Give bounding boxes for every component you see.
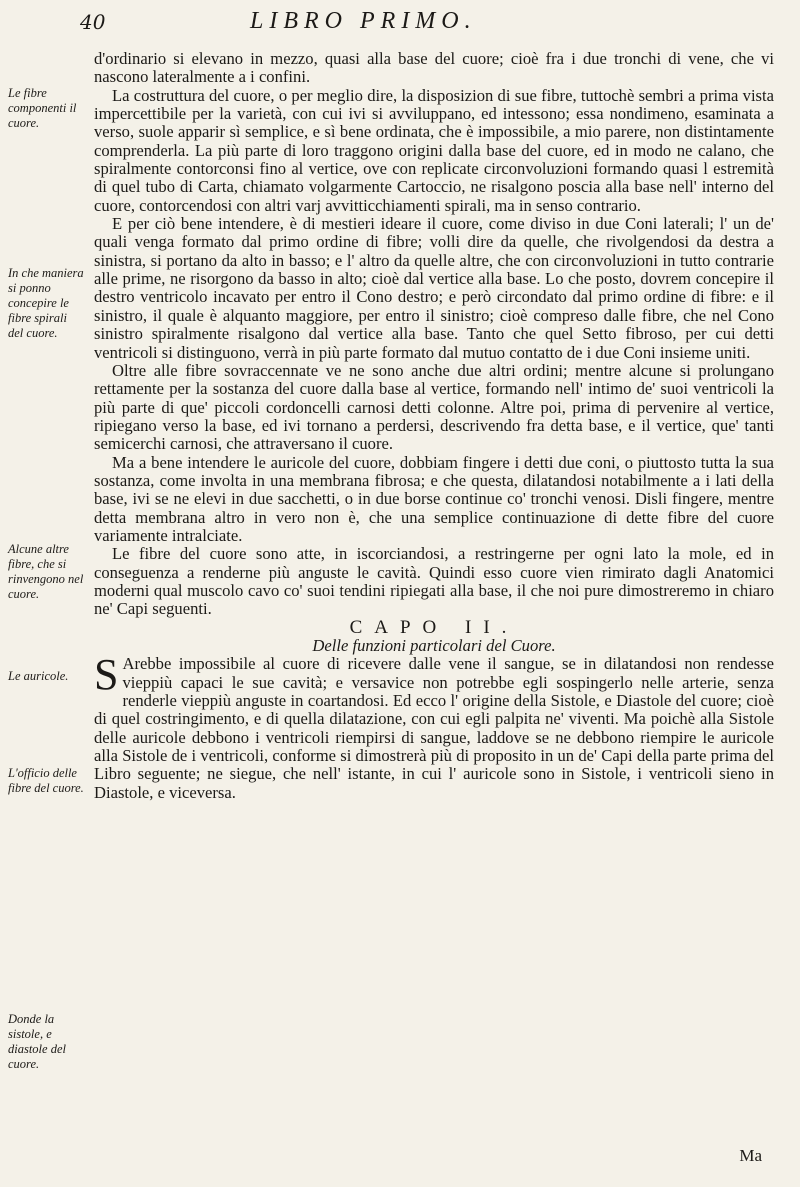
- paragraph: La costruttura del cuore, o per meglio dire, la disposizion di sue fibre, tuttochè sembri a prima vista impercettibile per la varietà, con cui ivi si avviluppano, ed intessono; essa nondimeno, esaminata a verso, suole apparir sì semplice, e sì bene ordinata, che è impossibile, a mio parere, non distintamente comprenderla. La più parte di loro traggono origini dalla base del cuore, ed in modo ne calano, che spiralmente contorconsi fino al vertice, ove con replicate circonvoluzioni formando quasi l estremità di quel tubo di Carta, chiamato volgarmente Cartoccio, ne risalgono poscia alla base nell' interno del cuore, contorcendosi con altri varj avvitticchiamenti spirali, ma in senso contrario.: [94, 85, 774, 215]
- margin-note: In che maniera si ponno concepire le fibre spirali del cuore.: [8, 266, 84, 340]
- chapter-paragraph-text: Arebbe impossibile al cuore di ricevere dalle vene il sangue, se in dilatandosi non rendesse vieppiù capaci le sue cavità; e versavice non potrebbe egli sospingerlo nelle arterie, senza renderle vieppiù anguste in coartandosi. Ed ecco l' origine della Sistole, e Diastole del cuore; cioè di quel costringimento, e di quella dilatazione, con cui egli palpita ne' viventi. Ma poichè alla Sistole delle auricole debbono i ventricoli riempirsi di sangue, laddove se ne debbono riempire le auricole alla Sistole de i ventricoli, conforme si dimostrerà più di proposito in un de' Capi della parte prima del Libro seguente; ne siegue, che nell' istante, in cui l' auricole sono in Sistole, i ventricoli sieno in Diastole, e viceversa.: [94, 654, 774, 802]
- margin-note: Alcune altre fibre, che si rinvengono nel cuore.: [8, 542, 84, 601]
- page-header: [80, 8, 740, 40]
- catchword: Ma: [739, 1146, 762, 1165]
- drop-cap: S: [94, 650, 119, 700]
- paragraph: Le fibre del cuore sono atte, in iscorciandosi, a restringerne per ogni lato la mole, ed in conseguenza a renderne più anguste le cavità. Quindi esso cuore vien rimirato dagli Anatomici moderni qual muscolo cavo co' suoi tendini ripiegati alla base, il che noi pure dimostreremo in chiaro ne' Capi seguenti.: [94, 544, 774, 619]
- body-text: [94, 50, 774, 802]
- paragraph: E per ciò bene intendere, è di mestieri ideare il cuore, come diviso in due Coni laterali; l' un de' quali venga formato dal primo ordine di fibre; volli dire da quelle, che rivolgendosi da destra a sinistra, si portano da alto in basso; e l' altro da quelle altre, che con circonvoluzioni in tutto contrarie alle prime, ne risorgono da basso in alto; cioè dal vertice alla base. Lo che posto, dovrem concepire il destro ventricolo incavato per entro il Cono destro; e però circondato dal primo ordine di fibre: e il sinistro, il quale è alquanto maggiore, per entro il sinistro; cioè compreso dalle fibre, che nel Cono sinistro spiralmente risalgono dal vertice alla base. Tanto che quel Setto fibroso, per cui detti ventricoli si distinguono, verrà in più parte formato dal mutuo contatto de i due Coni insieme uniti.: [94, 214, 774, 362]
- paragraph: Ma a bene intendere le auricole del cuore, dobbiam fingere i detti due coni, o piuttosto tutta la sua sostanza, come involta in una membrana fibrosa; e che questa, dilatandosi notabilmente a i lati della base, ivi se ne elevi in due sacchetti, o in due borse continue co' tronchi venosi. Disli fingere, mentre detta membrana altro in vero non è, che una semplice continuazione di dette fibre del cuore variamente intralciate.: [94, 452, 774, 545]
- chapter-subtitle: Delle funzioni particolari del Cuore.: [312, 636, 556, 655]
- margin-note: Le auricole.: [8, 669, 69, 683]
- paragraph: Oltre alle fibre sovraccennate ve ne sono anche due altri ordini; mentre alcune si prolungano rettamente per la sostanza del cuore dalla base al vertice, formando nell' intimo de' suoi ventricoli la più parte di que' piccoli cordoncelli carnosi detti colonne. Altre poi, prima di pervenire al vertice, ripiegano verso la base, ed ivi tornano a perdersi, descrivendo fra detta base, e il vertice, que' tanti semicerchi carnosi, che attraversano il cuore.: [94, 360, 774, 454]
- margin-note: L'officio delle fibre del cuore.: [8, 766, 84, 795]
- paragraph: d'ordinario si elevano in mezzo, quasi alla base del cuore; cioè fra i due tronchi di vene, che vi nascono lateralmente a i confini.: [94, 49, 774, 87]
- running-title: LIBRO PRIMO.: [250, 8, 477, 34]
- page-number: 40: [80, 10, 106, 34]
- margin-note: Le fibre componenti il cuore.: [8, 86, 77, 130]
- margin-note: Donde la sistole, e diastole del cuore.: [8, 1012, 66, 1071]
- chapter-paragraph: [94, 650, 774, 802]
- chapter-heading: CAPO II.: [349, 616, 519, 638]
